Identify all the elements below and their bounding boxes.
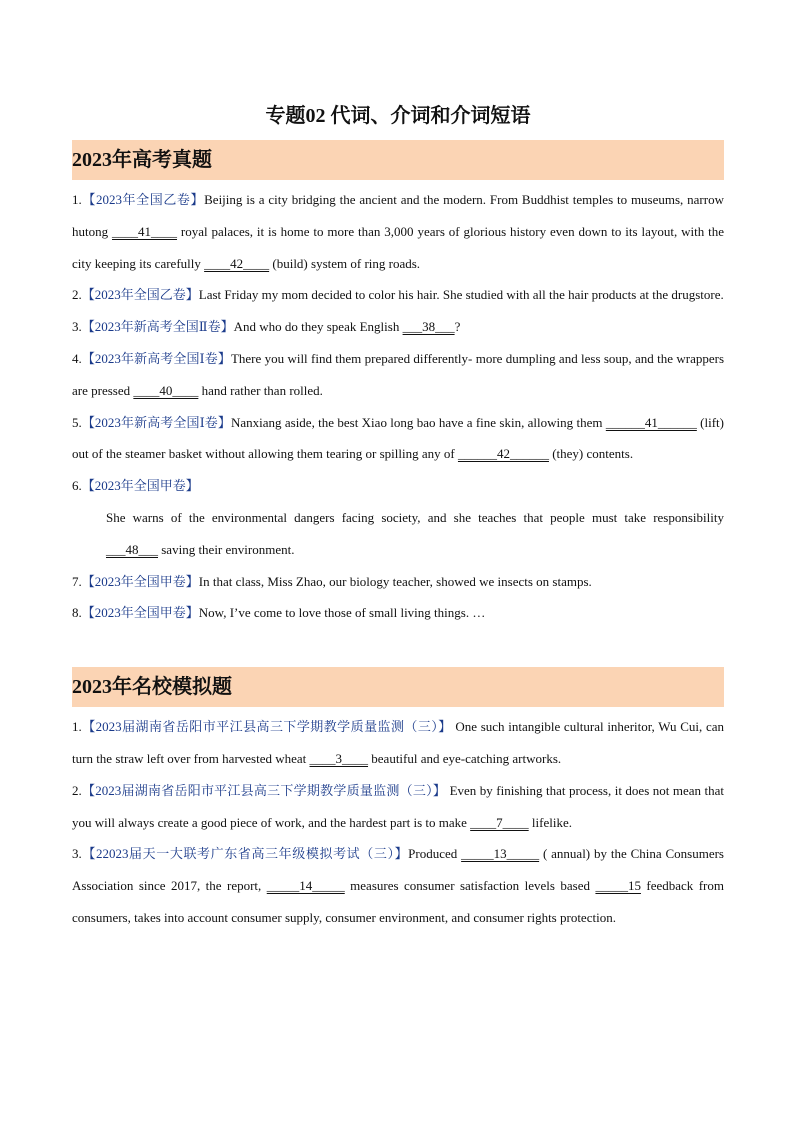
question-4	[72, 343, 724, 407]
question-source: 【2023届湖南省岳阳市平江县高三下学期教学质量监测（三）】	[81, 719, 452, 735]
question-source: 【22023届天一大联考广东省高三年级模拟考试（三）】	[81, 846, 409, 862]
question-text: And who do they speak English	[233, 319, 403, 335]
question-1	[72, 184, 724, 279]
question-number: 6.	[72, 478, 82, 494]
question-6	[72, 470, 724, 502]
question-7	[72, 566, 724, 598]
question-text: Produced	[408, 846, 462, 862]
question-text: Nanxiang aside, the best Xiao long bao have a fine skin, allowing them	[230, 414, 606, 430]
question-6-passage	[72, 502, 724, 566]
answer-blank: _____13_____	[461, 846, 540, 862]
question-number: 2.	[72, 782, 82, 798]
section-heading-gaokao: 2023年高考真题	[72, 140, 724, 180]
question-source: 【2023届湖南省岳阳市平江县高三下学期教学质量监测（三）】	[81, 782, 447, 798]
question-text: Beijing is a city bridging the ancient and the modern. From Buddhist temples to museums, narrow hutong	[72, 192, 724, 239]
question-text: (lift) out of the steamer basket without allowing them tearing or spilling any of	[72, 414, 724, 462]
question-text: (build) system of ring roads.	[269, 255, 421, 271]
answer-blank: _____14_____	[266, 878, 345, 894]
question-text: ( annual) by the China Consumers Association since 2017, the report,	[72, 846, 724, 894]
mock-question-3	[72, 838, 724, 933]
question-text: Even by finishing that process, it does not mean that you will always create a good piece of work, and the hardest part is to make	[72, 782, 724, 830]
question-2	[72, 279, 724, 311]
question-number: 4.	[72, 350, 82, 366]
answer-blank: ____41____	[112, 223, 178, 239]
question-text: She warns of the environmental dangers facing society, and she teaches that people must take responsibility	[106, 509, 724, 525]
question-5	[72, 407, 724, 471]
question-source: 【2023年新高考全国Ⅱ卷】	[81, 319, 234, 335]
answer-blank: ___48___	[106, 541, 158, 557]
question-text: ?	[454, 319, 461, 335]
question-text: hand rather than rolled.	[198, 382, 323, 398]
question-number: 1.	[72, 192, 82, 207]
question-text: beautiful and eye-catching artworks.	[368, 750, 562, 766]
section-heading-mock: 2023年名校模拟题	[72, 667, 724, 707]
question-text: Now, I’ve come to love those of small living things. …	[198, 605, 486, 621]
document-page	[72, 100, 724, 934]
answer-blank: ____7____	[470, 814, 529, 830]
question-text: measures consumer satisfaction levels based	[344, 878, 596, 894]
question-text: Last Friday my mom decided to color his hair. She studied with all the hair products at the drugstore.	[198, 287, 724, 303]
question-text: feedback from consumers, takes into account consumer supply, consumer environment, and consumer rights protection.	[72, 878, 725, 925]
mock-question-2	[72, 775, 724, 839]
answer-blank: ______42______	[457, 446, 549, 462]
question-source: 【2023年新高考全国Ⅰ卷】	[81, 414, 231, 430]
answer-blank: ___38___	[402, 319, 455, 335]
question-number: 5.	[72, 414, 82, 430]
question-number: 7.	[72, 573, 82, 589]
question-number: 1.	[72, 719, 82, 735]
answer-blank: _____15	[595, 878, 641, 894]
question-number: 2.	[72, 287, 82, 303]
question-text: One such intangible cultural inheritor, Wu Cui, can turn the straw left over from harvested wheat	[72, 719, 724, 766]
answer-blank: ____3____	[309, 750, 369, 766]
document-title: 专题02 代词、介词和介词短语	[265, 105, 531, 127]
question-source: 【2023年全国乙卷】	[81, 192, 205, 207]
question-text: There you will find them prepared differently- more dumpling and less soup, and the wrappers are pressed	[72, 350, 724, 398]
question-source: 【2023年新高考全国Ⅰ卷】	[81, 350, 231, 366]
question-text: In that class, Miss Zhao, our biology teacher, showed we insects on stamps.	[198, 573, 592, 589]
question-number: 3.	[72, 319, 82, 335]
question-number: 3.	[72, 846, 82, 862]
question-text: saving their environment.	[158, 541, 295, 557]
question-3	[72, 311, 724, 343]
question-text: lifelike.	[528, 814, 572, 830]
answer-blank: ______41______	[605, 414, 697, 430]
mock-question-1	[72, 711, 724, 775]
question-source: 【2023年全国甲卷】	[81, 478, 199, 494]
question-source: 【2023年全国乙卷】	[81, 287, 199, 303]
question-number: 8.	[72, 605, 82, 621]
answer-blank: ____40____	[133, 382, 199, 398]
question-text: royal palaces, it is home to more than 3,000 years of glorious history even down to its layout, with the city keeping its carefully	[72, 223, 724, 271]
question-source: 【2023年全国甲卷】	[81, 573, 199, 589]
question-source: 【2023年全国甲卷】	[81, 605, 199, 621]
answer-blank: ____42____	[204, 255, 270, 271]
question-text: (they) contents.	[548, 446, 634, 462]
question-8	[72, 597, 724, 629]
